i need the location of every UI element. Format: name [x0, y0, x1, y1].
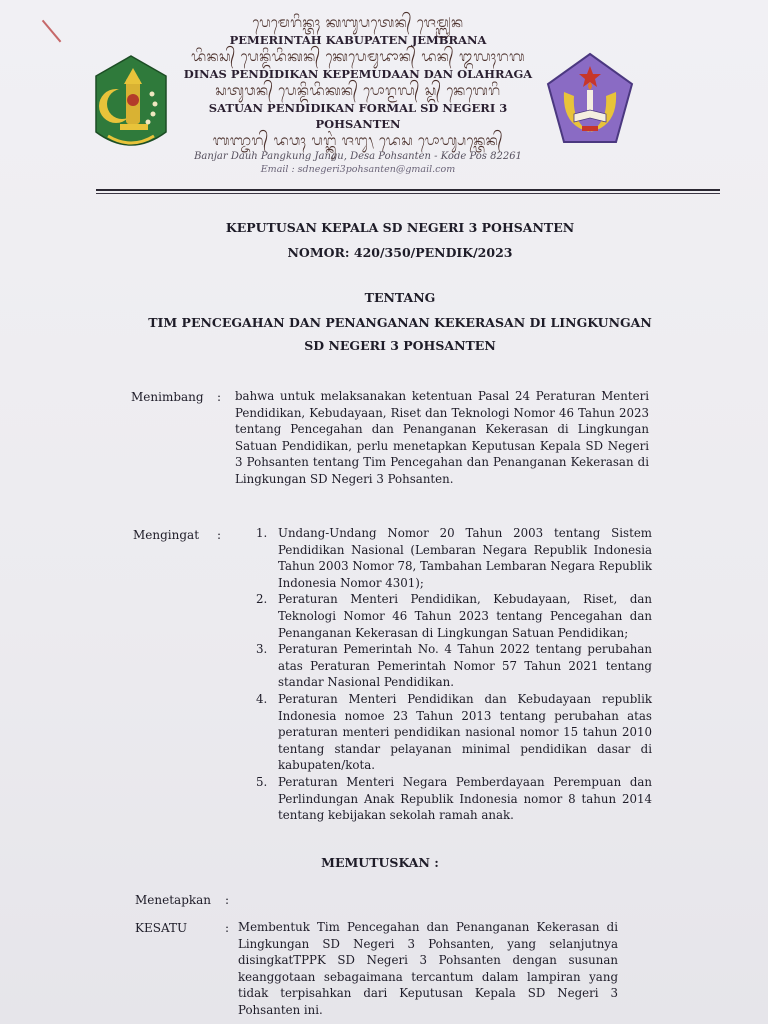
- school-address: Banjar Dauh Pangkung Jangu, Desa Pohsanten - Kode Pos 82261: [194, 151, 522, 162]
- decree-heading: KEPUTUSAN KEPALA SD NEGERI 3 POHSANTEN: [225, 220, 575, 235]
- jembrana-emblem-logo: [94, 54, 168, 158]
- balinese-script-line-2: ᬤᬶᬦᬲ᭄ ᬧᬾᬦ᭄ᬤᬶᬤᬶᬓᬦ᭄ ᬓᬾᬧᬾᬫᬸᬤᬵᬦ᭄ ᬤᬦ᭄ ᬑᬮᬄᬭᬕ: [191, 49, 525, 65]
- balinese-script-line-4: ᬩᬜ᭄ᬚᬭ᭄ ᬤᬯᬄ ᬧᬗ᭄ᬓᬸᬂ ᬚᬗᬸ᭞ ᬤᬾᬲ ᬧᭀᬳ᭄ᬲᬦ᭄ᬢᬾᬦ᭄: [212, 133, 504, 149]
- balinese-script-line-1: ᬧᬾᬫᬾᬭᬶᬦ᭄ᬢᬄ ᬓᬩᬸᬧᬢᬾᬦ᭄ ᬚᬾᬫ᭄ᬩ᭄ᬭᬦ: [252, 15, 464, 31]
- list-item-number: 4.: [256, 691, 268, 706]
- letterhead-divider: [96, 189, 720, 191]
- list-item-text: Peraturan Menteri Negara Pemberdayaan Perempuan dan Perlindungan Anak Republik Indonesia nomor 8 tahun 2014 tentang kebijakan sekolah ramah anak.: [278, 774, 652, 823]
- pen-mark: [42, 6, 78, 43]
- school-name: SATUAN PENDIDIKAN FORMAL SD NEGERI 3 POHSANTEN: [208, 101, 508, 131]
- list-item-text: Peraturan Menteri Pendidikan, Kebudayaan, Riset, dan Teknologi Nomor 46 Tahun 2023 tentang Pencegahan dan Penanganan Kekerasan di Lingkungan Satuan Pendidikan;: [278, 592, 652, 640]
- department-name: DINAS PENDIDIKAN KEPEMUDAAN DAN OLAHRAGA: [183, 67, 533, 81]
- list-item: [256, 525, 652, 591]
- list-item-text: Peraturan Pemerintah No. 4 Tahun 2022 tentang perubahan atas Peraturan Pemerintah Nomor 57 Tahun 2021 tentang standar Nasional Pendidikan.: [278, 642, 652, 690]
- list-item-number: 5.: [256, 774, 268, 789]
- school-email: Email : sdnegeri3pohsanten@gmail.com: [260, 164, 456, 175]
- menimbang-label: Menimbang: [131, 390, 204, 404]
- kesatu-colon: :: [225, 921, 230, 935]
- mengingat-colon: :: [217, 528, 222, 542]
- kesatu-text: Membentuk Tim Pencegahan dan Penanganan Kekerasan di Lingkungan SD Negeri 3 Pohsanten, yang selanjutnya disingkatTPPK SD Negeri 3 Pohsanten dengan susunan keanggotaan sebagaimana tercantum dalam lampiran yang tidak terpisahkan dari Keputusan Kepala SD Negeri 3 Pohsanten ini.: [238, 920, 618, 1017]
- list-item-number: 3.: [256, 642, 268, 657]
- memutuskan-heading: MEMUTUSKAN :: [321, 855, 439, 870]
- about-label: TENTANG: [364, 290, 436, 305]
- list-item-number: 2.: [256, 592, 268, 607]
- list-item-text: Peraturan Menteri Pendidikan dan Kebudayaan republik Indonesia nomoe 23 Tahun 2013 tentang perubahan atas peraturan menteri pendidikan nasional nomor 15 tahun 2010 tentang standar pelayanan minimal pendidikan dasar di kabupaten/kota.: [278, 691, 652, 773]
- menetapkan-label: Menetapkan: [135, 893, 212, 907]
- mengingat-list: [256, 525, 652, 824]
- list-item: [256, 774, 652, 824]
- decree-number: NOMOR: 420/350/PENDIK/2023: [287, 245, 513, 260]
- decree-subject-line-2: SD NEGERI 3 POHSANTEN: [304, 338, 496, 353]
- list-item: [256, 641, 652, 691]
- letterhead-divider-thin: [96, 193, 720, 194]
- balinese-script-line-3: ᬲᬢᬸᬯᬦ᭄ ᬧᬾᬦ᭄ᬤᬶᬤᬶᬓᬦ᭄ ᬧᭀᬭ᭄ᬫᬮ᭄ ᬲ᭄ᬤ᭄ ᬦᬾᬕᬾᬭᬶ: [215, 83, 501, 99]
- menimbang-text: bahwa untuk melaksanakan ketentuan Pasal 24 Peraturan Menteri Pendidikan, Kebudayaan, Riset dan Teknologi Nomor 46 Tahun 2023 tentang Pencegahan dan Penanganan Kekerasan di Lingkungan Satuan Pendidikan, perlu menetapkan Keputusan Kepala SD Negeri 3 Pohsanten tentang Tim Pencegahan dan Penanganan Kekerasan di Lingkungan SD Negeri 3 Pohsanten.: [235, 389, 649, 486]
- decree-subject-line-1: TIM PENCEGAHAN DAN PENANGANAN KEKERASAN DI LINGKUNGAN: [148, 315, 652, 330]
- list-item: [256, 591, 652, 641]
- education-emblem-logo: [546, 52, 634, 148]
- letterhead: [180, 14, 536, 176]
- kesatu-label: KESATU: [135, 921, 188, 935]
- government-name: PEMERINTAH KABUPATEN JEMBRANA: [229, 33, 487, 47]
- list-item-text: Undang-Undang Nomor 20 Tahun 2003 tentang Sistem Pendidikan Nasional (Lembaran Negara Republik Indonesia Tahun 2003 Nomor 78, Tambahan Lembaran Negara Republik Indonesia Nomor 4301);: [278, 526, 652, 590]
- list-item: [256, 691, 652, 774]
- list-item-number: 1.: [256, 526, 268, 540]
- mengingat-label: Mengingat: [133, 528, 200, 542]
- menetapkan-colon: :: [225, 893, 230, 907]
- menimbang-colon: :: [217, 390, 222, 404]
